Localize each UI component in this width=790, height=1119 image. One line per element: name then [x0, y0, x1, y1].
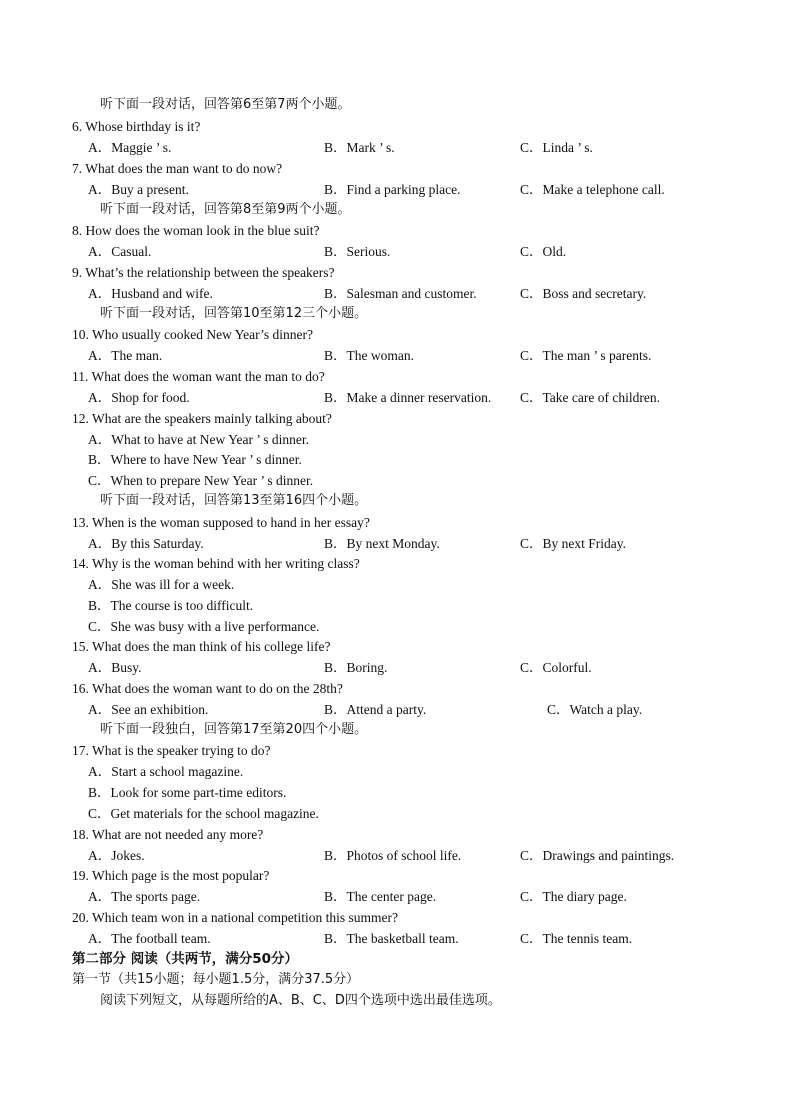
question-9: 9. What’s the relationship between the speakers?	[72, 265, 335, 280]
question-15: 15. What does the man think of his college life?	[72, 639, 331, 654]
question-13: 13. When is the woman supposed to hand in her essay?	[72, 515, 370, 530]
option-a: A．Husband and wife.	[88, 286, 213, 301]
options-9	[88, 284, 708, 304]
option-b: B．Mark ’ s.	[324, 140, 395, 155]
option-c: C．The diary page.	[520, 889, 627, 904]
option-c: C．Make a telephone call.	[520, 182, 665, 197]
option-c: C．She was busy with a live performance.	[88, 619, 320, 634]
options-7	[88, 180, 708, 200]
option-b: B．The center page.	[324, 889, 437, 904]
question-16: 16. What does the woman want to do on the 28th?	[72, 681, 343, 696]
option-c: C．Boss and secretary.	[520, 286, 647, 301]
option-a: A．Shop for food.	[88, 390, 190, 405]
option-c: C．The man ’ s parents.	[520, 348, 652, 363]
option-b: B．Photos of school life.	[324, 848, 462, 863]
option-a: A．Busy.	[88, 660, 142, 675]
option-a: A．Start a school magazine.	[88, 764, 244, 779]
section-intro: 听下面一段对话，回答第10至第12三个小题。	[100, 306, 368, 321]
option-c: C．Get materials for the school magazine.	[88, 806, 319, 821]
options-6	[88, 138, 708, 158]
options-10	[88, 346, 708, 366]
section-intro: 听下面一段独白，回答第17至第20四个小题。	[100, 722, 368, 737]
option-b: B．Make a dinner reservation.	[324, 390, 492, 405]
option-b: B．The course is too difficult.	[88, 598, 254, 613]
reading-instructions: 阅读下列短文，从每题所给的A、B、C、D四个选项中选出最佳选项。	[100, 993, 501, 1008]
question-14: 14. Why is the woman behind with her writing class?	[72, 556, 360, 571]
question-11: 11. What does the woman want the man to do?	[72, 369, 325, 384]
option-b: B．The basketball team.	[324, 931, 459, 946]
options-16	[88, 700, 708, 720]
option-b: B．Attend a party.	[324, 702, 427, 717]
option-c: C．Colorful.	[520, 660, 592, 675]
option-b: B．Salesman and customer.	[324, 286, 477, 301]
option-c: C．Watch a play.	[547, 702, 643, 717]
question-20: 20. Which team won in a national competition this summer?	[72, 910, 398, 925]
section-intro: 听下面一段对话，回答第8至第9两个小题。	[100, 202, 351, 217]
option-a: A．She was ill for a week.	[88, 577, 235, 592]
option-b: B．By next Monday.	[324, 536, 440, 551]
question-18: 18. What are not needed any more?	[72, 827, 264, 842]
option-c: C．When to prepare New Year ’ s dinner.	[88, 473, 314, 488]
option-b: B．Look for some part-time editors.	[88, 785, 287, 800]
option-b: B．Serious.	[324, 244, 391, 259]
option-b: B．Boring.	[324, 660, 388, 675]
question-7: 7. What does the man want to do now?	[72, 161, 283, 176]
option-b: B．Find a parking place.	[324, 182, 461, 197]
option-a: A．The man.	[88, 348, 163, 363]
options-18	[88, 846, 708, 866]
option-c: C．Old.	[520, 244, 567, 259]
options-8	[88, 242, 708, 262]
section1-header: 第一节（共15小题；每小题1.5分，满分37.5分）	[72, 972, 360, 987]
section-intro: 听下面一段对话，回答第6至第7两个小题。	[100, 97, 351, 112]
question-19: 19. Which page is the most popular?	[72, 868, 270, 883]
option-a: A．Maggie ’ s.	[88, 140, 172, 155]
options-15	[88, 658, 708, 678]
options-13	[88, 534, 708, 554]
section-intro: 听下面一段对话，回答第13至第16四个小题。	[100, 493, 368, 508]
option-a: A．The football team.	[88, 931, 211, 946]
question-8: 8. How does the woman look in the blue suit?	[72, 223, 320, 238]
option-c: C．By next Friday.	[520, 536, 626, 551]
option-a: A．See an exhibition.	[88, 702, 209, 717]
option-b: B．Where to have New Year ’ s dinner.	[88, 452, 302, 467]
option-a: A．Casual.	[88, 244, 152, 259]
option-c: C．The tennis team.	[520, 931, 633, 946]
option-a: A．What to have at New Year ’ s dinner.	[88, 432, 309, 447]
part2-title: 第二部分 阅读（共两节，满分50分）	[72, 951, 298, 967]
question-10: 10. Who usually cooked New Year’s dinner?	[72, 327, 313, 342]
option-c: C．Linda ’ s.	[520, 140, 593, 155]
option-c: C．Take care of children.	[520, 390, 660, 405]
options-20	[88, 929, 708, 949]
options-19	[88, 887, 708, 907]
option-c: C．Drawings and paintings.	[520, 848, 675, 863]
options-11	[88, 388, 708, 408]
question-6: 6. Whose birthday is it?	[72, 119, 201, 134]
option-a: A．By this Saturday.	[88, 536, 204, 551]
option-b: B．The woman.	[324, 348, 414, 363]
option-a: A．The sports page.	[88, 889, 201, 904]
option-a: A．Buy a present.	[88, 182, 189, 197]
question-17: 17. What is the speaker trying to do?	[72, 743, 271, 758]
option-a: A．Jokes.	[88, 848, 145, 863]
question-12: 12. What are the speakers mainly talking about?	[72, 411, 332, 426]
